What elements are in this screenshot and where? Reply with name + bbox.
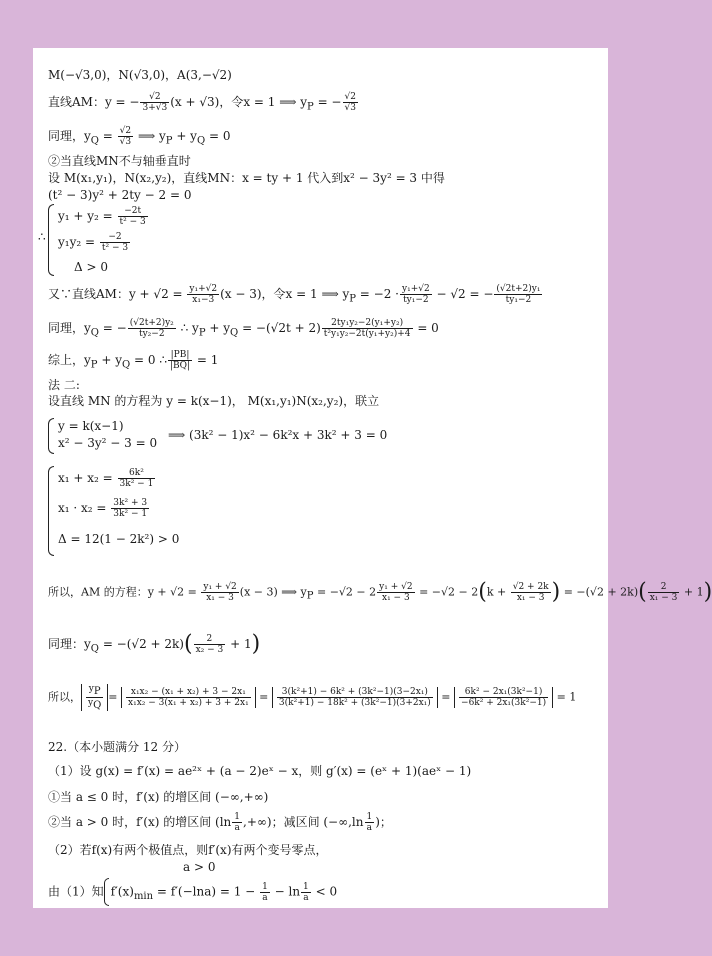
case-a-nonpositive: ①当 a ≤ 0 时，f′(x) 的增区间 (−∞,+∞) xyxy=(48,790,269,804)
quadratic-line: (t² − 3)y² + 2ty − 2 = 0 xyxy=(48,188,192,202)
yq-line: 同理：$y_Q = -(√2 + 2k)$( $\frac{2}{\text{x₂ − 3}}$ + 1) xyxy=(48,631,261,657)
simultaneous-system: y = k(x−1) x² − 3y² − 3 = 0 ⟹ (3k² − 1)x² − 6k²x + 3k² + 3 = 0 xyxy=(48,418,448,454)
line-am: 直线AM：y = − $\frac{√2}{3+√3}$ (x + √3)，令x = 1 ⟹ $y_P$ = − $\frac{√2}{√3}$ xyxy=(48,92,356,113)
line-similarly-2: 同理，$y_Q$ = − $\frac{\text{(√2t+2)y₂}}{\text{ty₂−2}}$ ∴ $y_P + y_Q = -(√2t + 2)$ $\frac{\text{2ty₁y₂−2(y₁+y₂)}}{\text{t²y₁y₂−2t(y₁+y₂)+4}}$ = 0 xyxy=(48,318,439,339)
am-equation-line: 所以，AM 的方程：y + √2 = $\frac{\text{y₁ + √2}}{\text{x₁ − 3}}$ (x − 3) ⟹ $y_P = -√2 - 2$ $\frac{\text{y₁ + √2}}{\text{x₁ − 3}}$ = −√2 − 2(k + $\frac{√2 + 2k}{\text{x₁ − 3}}$ ) = −(√2 + 2k)( $\frac{2}{\text{x₁ − 3}}$ + 1) xyxy=(48,579,712,605)
line-similarly-1: 同理，$y_Q$ = $\frac{√2}{√3}$ ⟹ $y_P + y_Q = 0$ xyxy=(48,126,231,147)
condition-a-positive: a > 0 xyxy=(183,860,216,874)
document-page xyxy=(33,48,712,908)
method-two-heading: 法 二: xyxy=(48,378,80,392)
vieta-system-2: x₁ + x₂ = $\frac{\text{6k²}}{\text{3k² − 1}}$ x₁ · x₂ = $\frac{\text{3k² + 3}}{\text{3k² − 1}}$ Δ = 12(1 − 2k²) > 0 xyxy=(48,466,248,556)
part1-line: （1）设 g(x) = f′(x) = ae²ˣ + (a − 2)eˣ − x，则 g′(x) = (eˣ + 1)(aeˣ − 1) xyxy=(48,764,472,778)
line-am-again: 又∵直线AM：y + √2 = $\frac{\text{y₁+√2}}{\text{x₁−3}}$ (x − 3)，令x = 1 ⟹ $y_P = -2$ · $\frac{\text{y₁+√2}}{\text{ty₁−2}}$ − √2 = − $\frac{\text{(√2t+2)y₁}}{\text{ty₁−2}}$ xyxy=(48,284,541,305)
conclusion-line: 综上，$y_P + y_Q = 0$ ∴ $\frac{|PB|}{|BQ|}$ = 1 xyxy=(48,350,219,371)
points-line: M(−√3,0)，N(√3,0)，A(3,−√2) xyxy=(48,68,232,82)
case-a-positive: ②当 a > 0 时，f′(x) 的增区间 (ln $\frac{1}{a}$ ,+∞)；减区间 (−∞,ln $\frac{1}{a}$ )； xyxy=(48,812,392,833)
vieta-system: y₁ + y₂ = $\frac{-2t}{\text{t² − 3}}$ y₁y₂ = $\frac{-2}{\text{t² − 3}}$ Δ > 0 xyxy=(48,204,248,276)
setup-line: 设 M(x₁,y₁)，N(x₂,y₂)，直线MN：x = ty + 1 代入到x² − 3y² = 3 中得 xyxy=(48,171,445,185)
question-22-heading: 22.（本小题满分 12 分） xyxy=(48,740,186,754)
method-two-setup: 设直线 MN 的方程为 y = k(x−1)， M(x₁,y₁)N(x₂,y₂)，联立 xyxy=(48,394,380,408)
ratio-line: 所以， $\frac{y_P}{y_Q}$ = $\frac{\text{x₁x₂ − (x₁ + x₂) + 3 − 2x₁}}{\text{x₁x₂ − 3(x₁ + x₂) + 3 + 2x₁}}$ = $\frac{\text{3(k²+1) − 6k² + (3k²−1)(3−2x₁)}}{\text{3(k²+1) − 18k² + (3k²−1)(3+2x₁)}}$ = $\frac{\text{6k² − 2x₁(3k²−1)}}{\text{−6k² + 2x₁(3k²−1)}}$ = 1 xyxy=(48,684,577,711)
part2-line: （2）若f(x)有两个极值点，则f′(x)有两个变号零点， xyxy=(48,843,328,857)
min-condition-line: 由（1）知 $f'(x)_{min} = f'(-\ln a) = 1$ − $\frac{1}{a}$ − ln $\frac{1}{a}$ < 0 xyxy=(48,878,337,906)
case-two-heading: ②当直线MN不与轴垂直时 xyxy=(48,154,191,168)
therefore-symbol: ∴ xyxy=(38,230,46,244)
